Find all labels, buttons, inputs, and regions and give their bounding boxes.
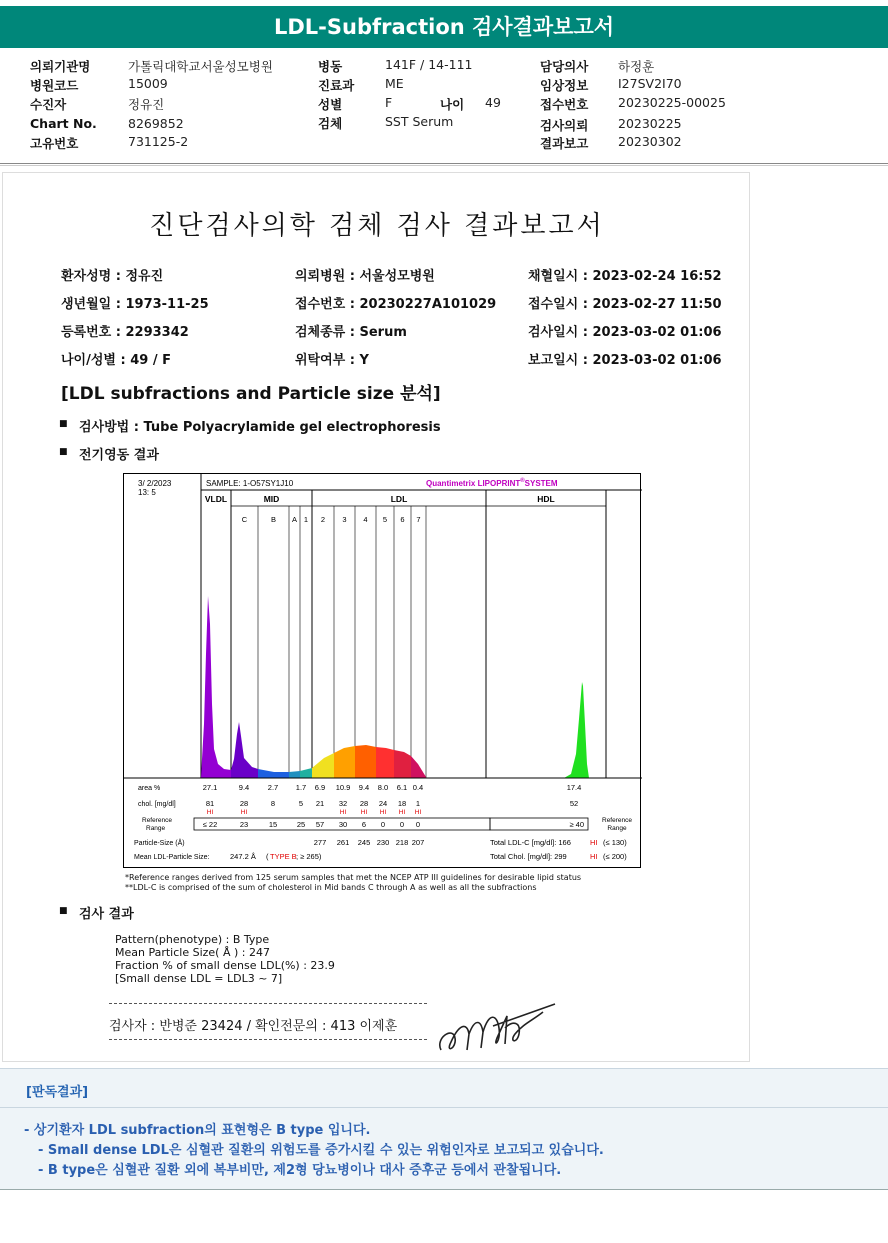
area-pct-value: 2.7 <box>267 783 279 792</box>
electrophoresis-chart <box>123 473 641 868</box>
curve-segment-4 <box>300 768 312 778</box>
label-clinical-info: 임상정보 <box>540 78 589 93</box>
total-chol-hi: HI <box>590 852 598 861</box>
ref-range-value: 0 <box>415 820 421 829</box>
curve-segment-9 <box>394 750 411 778</box>
label-institution: 의뢰기관명 <box>30 59 91 74</box>
result-pattern: Pattern(phenotype) : B Type <box>115 933 270 946</box>
chart-canvas <box>124 474 642 869</box>
hi-flag: HI <box>414 809 422 816</box>
ref-range-value: 57 <box>315 820 325 829</box>
ref-range-value-hdl: ≥ 40 <box>569 820 584 829</box>
row-label-chol: chol. [mg/dl] <box>138 801 176 808</box>
hi-flag: HI <box>339 809 347 816</box>
curve-segment-0 <box>201 596 231 778</box>
info-reg-no: 등록번호 : 2293342 <box>61 325 189 340</box>
chol-value: 52 <box>569 799 579 808</box>
curve-segment-10 <box>411 756 426 778</box>
mean-type-open: ( <box>266 852 269 861</box>
label-report-date: 결과보고 <box>540 136 589 151</box>
info-test-time: 검사일시 : 2023-03-02 01:06 <box>528 325 722 340</box>
report-title: 진단검사의학 검체 검사 결과보고서 <box>149 211 605 241</box>
row-label-mean-size: Mean LDL-Particle Size: <box>134 854 210 861</box>
info-specimen-type: 검체종류 : Serum <box>295 325 407 340</box>
chol-value: 81 <box>205 799 215 808</box>
judgement-title: [판독결과] <box>26 1085 89 1100</box>
value-patient: 정유진 <box>128 97 165 112</box>
hi-flag: HI <box>360 809 368 816</box>
result-fraction: Fraction % of small dense LDL(%) : 23.9 <box>115 959 335 972</box>
band-label-a: A <box>291 515 298 524</box>
info-birthdate: 생년월일 : 1973-11-25 <box>61 297 209 312</box>
judgement-line-3: - B type은 심혈관 질환 외에 복부비만, 제2형 당뇨병이나 대사 증후군 등에서 관찰됩니다. <box>38 1163 562 1178</box>
signature-line-bottom <box>109 1039 427 1040</box>
label-request-date: 검사의뢰 <box>540 118 589 133</box>
band-label-c: C <box>241 515 248 524</box>
mean-type-ref: ; ≥ 265) <box>296 852 322 861</box>
handwritten-signature <box>433 998 563 1058</box>
chart-brand: Quantimetrix LIPOPRINT®SYSTEM <box>426 478 558 488</box>
particle-size-value: 218 <box>395 838 409 847</box>
ref-range-value: 23 <box>239 820 249 829</box>
label-doctor: 담당의사 <box>540 59 589 74</box>
area-pct-value: 9.4 <box>358 783 370 792</box>
judgement-line-2: - Small dense LDL은 심혈관 질환의 위험도를 증가시킬 수 있는 위험인자로 보고되고 있습니다. <box>38 1143 604 1158</box>
area-pct-value: 10.9 <box>335 783 351 792</box>
label-receipt-no: 접수번호 <box>540 97 589 112</box>
info-receipt-no: 접수번호 : 20230227A101029 <box>295 297 497 312</box>
value-ward: 141F / 14-111 <box>385 57 473 72</box>
reference-note-2: **LDL-C is comprised of the sum of cholesterol in Mid bands C through A as well as all the subfractions <box>125 883 537 892</box>
group-label-vldl: VLDL <box>204 494 228 504</box>
chart-sample: SAMPLE: 1-O57SY1J10 <box>206 479 294 488</box>
electro-title: ■ 전기영동 결과 <box>79 444 159 463</box>
group-label-hdl: HDL <box>537 494 555 504</box>
curve-segment-2 <box>258 769 289 778</box>
particle-size-value: 230 <box>376 838 390 847</box>
curve-segment-6 <box>334 746 355 778</box>
ref-range-value: 0 <box>399 820 405 829</box>
ref-label-right-1: Reference <box>602 817 632 824</box>
area-pct-value: 27.1 <box>202 783 218 792</box>
curve-segment-8 <box>376 747 394 778</box>
chol-value: 28 <box>239 799 249 808</box>
curve-segment-1 <box>231 722 258 778</box>
total-chol-ref: (≤ 200) <box>603 852 627 861</box>
area-pct-value: 17.4 <box>566 783 582 792</box>
chol-value: 28 <box>359 799 369 808</box>
curve-segment-11 <box>564 682 589 778</box>
band-label-4: 4 <box>363 515 368 524</box>
area-pct-value: 6.1 <box>396 783 408 792</box>
value-clinical-info: I27SV2I70 <box>618 76 682 91</box>
total-ldl-ref: (≤ 130) <box>603 838 627 847</box>
ref-range-value: 0 <box>380 820 386 829</box>
chol-value: 1 <box>415 799 421 808</box>
particle-size-value: 277 <box>313 838 327 847</box>
band-label-2: 2 <box>320 515 326 524</box>
info-report-time: 보고일시 : 2023-03-02 01:06 <box>528 353 722 368</box>
value-institution: 가톨릭대학교서울성모병원 <box>128 59 273 74</box>
area-pct-value: 8.0 <box>377 783 389 792</box>
examiner-text: 검사자 : 반병준 23424 / 확인전문의 : 413 이제훈 <box>109 1019 398 1034</box>
value-chart-no: 8269852 <box>128 116 184 131</box>
group-label-mid: MID <box>263 494 280 504</box>
row-label-particle-size: Particle-Size (Å) <box>134 840 185 847</box>
label-patient: 수진자 <box>30 97 67 112</box>
hi-flag: HI <box>240 809 248 816</box>
band-label-3: 3 <box>342 515 347 524</box>
ref-range-value: 30 <box>338 820 348 829</box>
value-hospital-code: 15009 <box>128 76 168 91</box>
label-age: 나이 <box>440 97 465 112</box>
header-divider <box>0 163 888 166</box>
label-hospital-code: 병원코드 <box>30 78 79 93</box>
particle-size-value: 207 <box>411 838 425 847</box>
total-ldl-hi: HI <box>590 838 598 847</box>
label-sex: 성별 <box>318 97 343 112</box>
area-pct-value: 9.4 <box>238 783 250 792</box>
group-label-ldl: LDL <box>390 494 408 504</box>
chol-value: 24 <box>378 799 388 808</box>
chol-value: 8 <box>270 799 276 808</box>
band-label-7: 7 <box>416 515 421 524</box>
particle-size-value: 261 <box>336 838 350 847</box>
results-box <box>115 933 335 985</box>
chart-time: 13: 5 <box>138 488 156 497</box>
results-title: ■ 검사 결과 <box>79 903 134 922</box>
info-collect-time: 채혈일시 : 2023-02-24 16:52 <box>528 269 722 284</box>
value-doctor: 하정훈 <box>618 59 655 74</box>
mean-size-value: 247.2 Å <box>230 852 256 861</box>
mean-type-value: TYPE B <box>270 852 297 861</box>
area-pct-value: 1.7 <box>295 783 307 792</box>
result-definition: [Small dense LDL = LDL3 ~ 7] <box>115 972 283 985</box>
judgement-line-1: - 상기환자 LDL subfraction의 표현형은 B type 입니다. <box>24 1123 371 1138</box>
band-label-6: 6 <box>400 515 405 524</box>
chol-value: 18 <box>397 799 407 808</box>
label-chart-no: Chart No. <box>30 116 97 131</box>
row-label-ref-1: Reference <box>142 817 172 824</box>
chol-value: 21 <box>315 799 325 808</box>
total-chol-label: Total Chol. [mg/dl]: 299 <box>490 852 567 861</box>
chol-value: 32 <box>338 799 348 808</box>
chol-value: 5 <box>298 799 304 808</box>
info-age-sex: 나이/성별 : 49 / F <box>61 353 172 368</box>
band-label-5: 5 <box>382 515 388 524</box>
value-receipt-no: 20230225-00025 <box>618 95 726 110</box>
report-title-bar <box>0 6 888 48</box>
ref-range-value: 25 <box>296 820 306 829</box>
row-label-area: area % <box>138 785 161 792</box>
hi-flag: HI <box>206 809 214 816</box>
info-receipt-time: 접수일시 : 2023-02-27 11:50 <box>528 297 722 312</box>
judgement-divider <box>0 1107 888 1108</box>
result-mean-size: Mean Particle Size( Å ) : 247 <box>115 946 270 959</box>
curve-segment-3 <box>289 771 300 778</box>
curve-segment-7 <box>355 745 376 778</box>
area-pct-value: 0.4 <box>412 783 424 792</box>
value-request-date: 20230225 <box>618 116 682 131</box>
reference-notes <box>125 873 581 893</box>
value-report-date: 20230302 <box>618 134 682 149</box>
signature-line-top <box>109 1003 427 1004</box>
band-label-b: B <box>270 515 277 524</box>
value-sex: F <box>385 95 393 110</box>
ref-range-value: 6 <box>361 820 367 829</box>
label-ward: 병동 <box>318 59 343 74</box>
total-ldl-label: Total LDL-C [mg/dl]: 166 <box>490 838 571 847</box>
label-department: 진료과 <box>318 78 355 93</box>
hi-flag: HI <box>379 809 387 816</box>
report-document <box>2 172 750 1062</box>
info-consign: 위탁여부 : Y <box>295 353 369 368</box>
curve-segment-5 <box>312 753 334 778</box>
header-info <box>0 55 888 165</box>
section-title: [LDL subfractions and Particle size 분석] <box>61 384 441 404</box>
label-specimen: 검체 <box>318 116 343 131</box>
info-patient-name: 환자성명 : 정유진 <box>61 269 164 284</box>
ref-label-right-2: Range <box>607 825 627 832</box>
area-pct-value: 6.9 <box>314 783 326 792</box>
ref-range-value: 15 <box>268 820 278 829</box>
value-department: ME <box>385 76 404 91</box>
value-unique-no: 731125-2 <box>128 134 189 149</box>
band-label-1: 1 <box>303 515 309 524</box>
hi-flag: HI <box>398 809 406 816</box>
value-age: 49 <box>485 95 501 110</box>
chart-date: 3/ 2/2023 <box>138 479 172 488</box>
method-text: ■ 검사방법 : Tube Polyacrylamide gel electrophoresis <box>79 416 441 435</box>
row-label-ref-2: Range <box>146 825 166 832</box>
particle-size-value: 245 <box>357 838 371 847</box>
label-unique-no: 고유번호 <box>30 136 79 151</box>
value-specimen: SST Serum <box>385 114 454 129</box>
page-title: LDL-Subfraction 검사결과보고서 <box>273 15 615 39</box>
reference-note-1: *Reference ranges derived from 125 serum samples that met the NCEP ATP III guidelines for desirable lipid status <box>125 873 582 882</box>
ref-range-value: ≤ 22 <box>202 820 218 829</box>
judgement-panel <box>0 1068 888 1190</box>
info-hospital: 의뢰병원 : 서울성모병원 <box>295 269 435 284</box>
